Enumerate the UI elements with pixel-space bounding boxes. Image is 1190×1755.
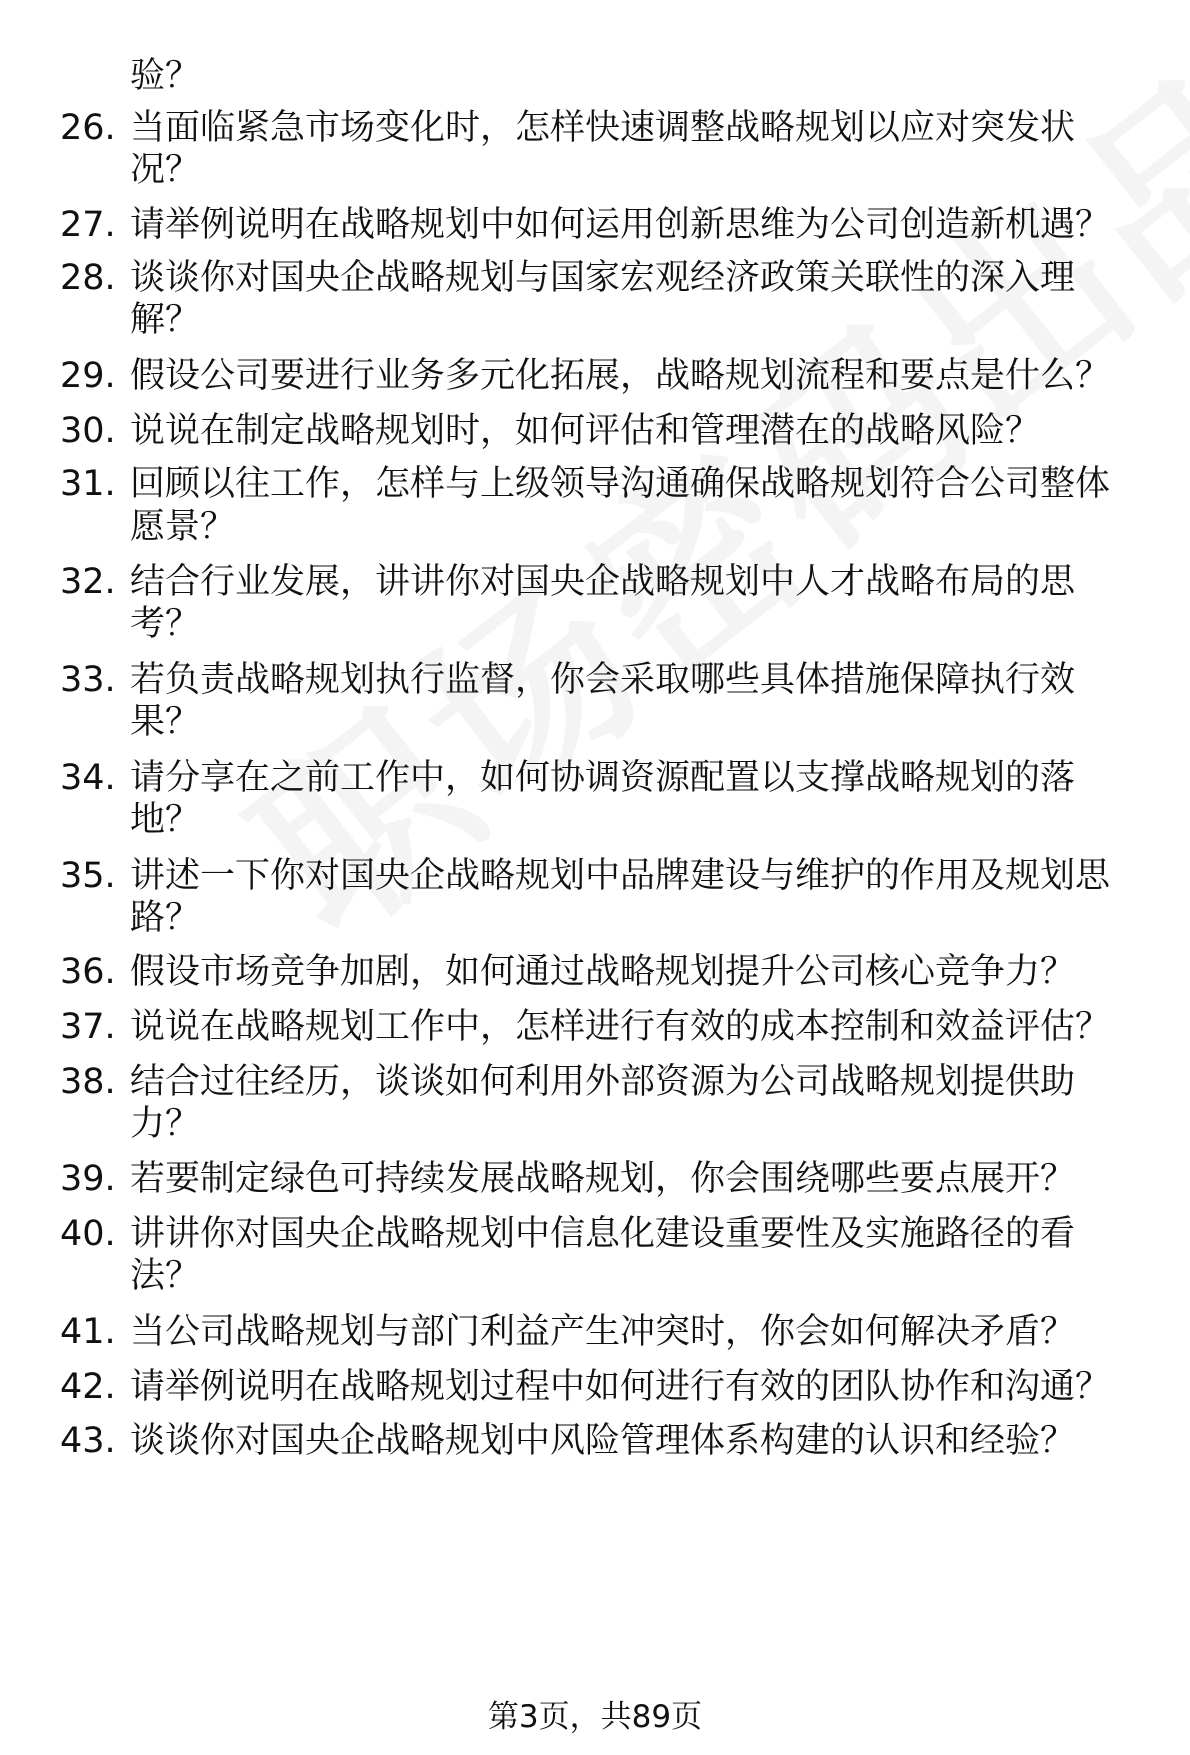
question-number: 38. [60,1062,116,1102]
question-text-continued: 法？ [130,1256,201,1296]
question-text: 当公司战略规划与部门利益产生冲突时，你会如何解决矛盾？ [130,1312,1076,1352]
question-text: 结合行业发展，讲讲你对国央企战略规划中人才战略布局的思 [130,562,1076,602]
question-text-continued: 地？ [130,800,201,840]
question-text: 请分享在之前工作中，如何协调资源配置以支撑战略规划的落 [130,758,1076,798]
question-number: 26. [60,108,116,148]
question-number: 37. [60,1007,116,1047]
question-number: 31. [60,464,116,504]
question-text: 请举例说明在战略规划中如何运用创新思维为公司创造新机遇？ [130,205,1111,245]
question-number: 28. [60,258,116,298]
question-number: 27. [60,205,116,245]
question-number: 42. [60,1367,116,1407]
question-text: 若负责战略规划执行监督，你会采取哪些具体措施保障执行效 [130,660,1076,700]
question-text: 假设市场竞争加剧，如何通过战略规划提升公司核心竞争力？ [130,952,1076,992]
question-text-continued: 力？ [130,1104,201,1144]
question-number: 41. [60,1312,116,1352]
question-text: 谈谈你对国央企战略规划与国家宏观经济政策关联性的深入理 [130,258,1076,298]
question-text-continued: 况？ [130,150,201,190]
question-text: 讲讲你对国央企战略规划中信息化建设重要性及实施路径的看 [130,1214,1076,1254]
question-number: 33. [60,660,116,700]
question-text: 说说在制定战略规划时，如何评估和管理潜在的战略风险？ [130,411,1041,451]
question-number: 40. [60,1214,116,1254]
question-text: 结合过往经历，谈谈如何利用外部资源为公司战略规划提供助 [130,1062,1076,1102]
question-text: 假设公司要进行业务多元化拓展，战略规划流程和要点是什么？ [130,356,1111,396]
question-text: 讲述一下你对国央企战略规划中品牌建设与维护的作用及规划思 [130,856,1111,896]
question-number: 39. [60,1159,116,1199]
question-text: 说说在战略规划工作中，怎样进行有效的成本控制和效益评估？ [130,1007,1111,1047]
page-indicator: 第3页，共89页 [487,1699,703,1735]
question-number: 36. [60,952,116,992]
question-text-continued: 路？ [130,898,201,938]
question-number: 43. [60,1421,116,1461]
question-number: 32. [60,562,116,602]
question-text-continued: 愿景？ [130,507,236,547]
question-text: 当面临紧急市场变化时，怎样快速调整战略规划以应对突发状 [130,108,1076,148]
question-text-continued: 解？ [130,300,201,340]
question-number: 29. [60,356,116,396]
question-number: 35. [60,856,116,896]
question-text: 回顾以往工作，怎样与上级领导沟通确保战略规划符合公司整体 [130,464,1111,504]
question-text: 请举例说明在战略规划过程中如何进行有效的团队协作和沟通？ [130,1367,1111,1407]
question-text: 验？ [130,56,201,96]
question-number: 34. [60,758,116,798]
question-text-continued: 考？ [130,604,201,644]
question-number: 30. [60,411,116,451]
question-text: 谈谈你对国央企战略规划中风险管理体系构建的认识和经验？ [130,1421,1076,1461]
question-text: 若要制定绿色可持续发展战略规划，你会围绕哪些要点展开？ [130,1159,1076,1199]
question-text-continued: 果？ [130,702,201,742]
